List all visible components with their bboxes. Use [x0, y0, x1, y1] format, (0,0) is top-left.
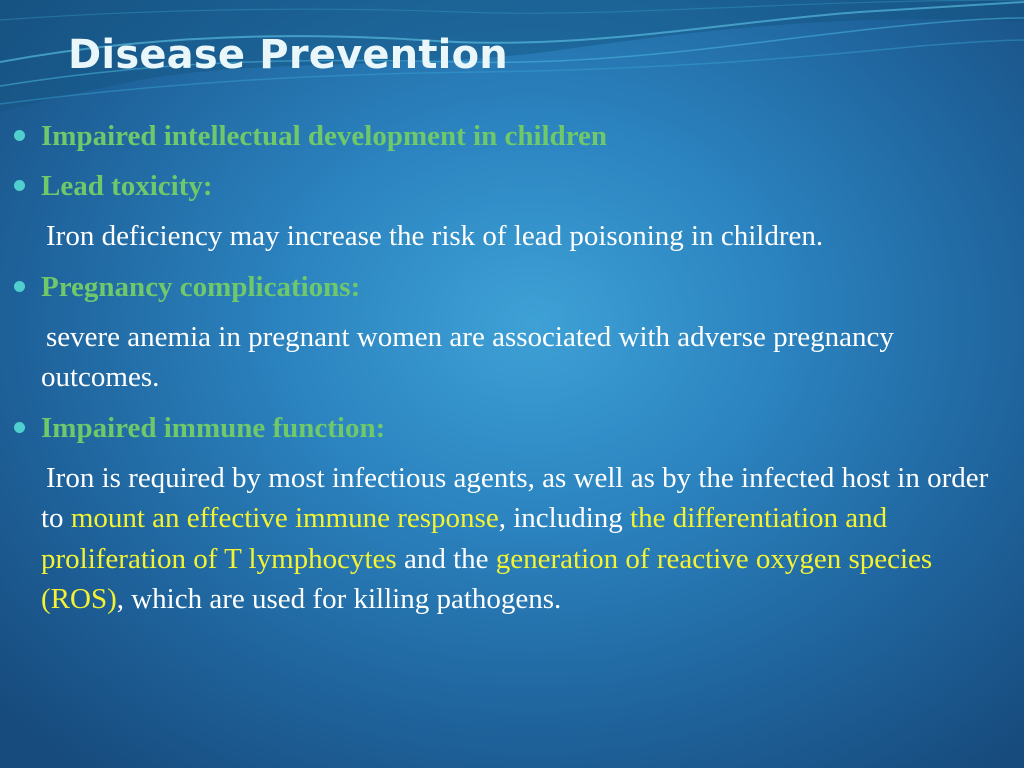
bullet-immune-function	[14, 408, 1004, 448]
bullet-heading: Lead toxicity:	[41, 170, 213, 202]
slide-title: Disease Prevention	[68, 32, 508, 78]
pregnancy-complications-text: severe anemia in pregnant women are associated with adverse pregnancy outcomes.	[41, 320, 894, 393]
bullet-icon	[14, 422, 25, 433]
lead-toxicity-text: Iron deficiency may increase the risk of lead poisoning in children.	[46, 220, 824, 252]
bullet-icon	[14, 130, 25, 141]
bullet-pregnancy-complications	[14, 267, 1004, 307]
highlighted-phrase: mount an effective immune response	[70, 502, 499, 534]
highlighted-phrase: generation of reactive oxygen species (ROS)	[41, 542, 933, 615]
highlighted-phrase: the differentiation and proliferation of T lymphocytes	[41, 502, 888, 575]
bullet-lead-toxicity	[14, 166, 1004, 206]
slide-body	[14, 116, 1004, 630]
bullet-heading: Impaired intellectual development in children	[41, 120, 608, 152]
bullet-icon	[14, 281, 25, 292]
text-segment: Iron is required by most infectious agents, as well as by the infected host in order to	[41, 461, 989, 534]
text-segment: , which are used for killing pathogens.	[116, 583, 562, 615]
bullet-intellectual-development	[14, 116, 1004, 156]
immune-function-text	[14, 458, 1004, 620]
text-segment: and the	[396, 542, 496, 575]
text-segment: , including	[498, 502, 631, 534]
bullet-heading: Impaired immune function:	[41, 411, 386, 444]
bullet-icon	[14, 180, 25, 191]
bullet-heading: Pregnancy complications:	[41, 270, 361, 303]
